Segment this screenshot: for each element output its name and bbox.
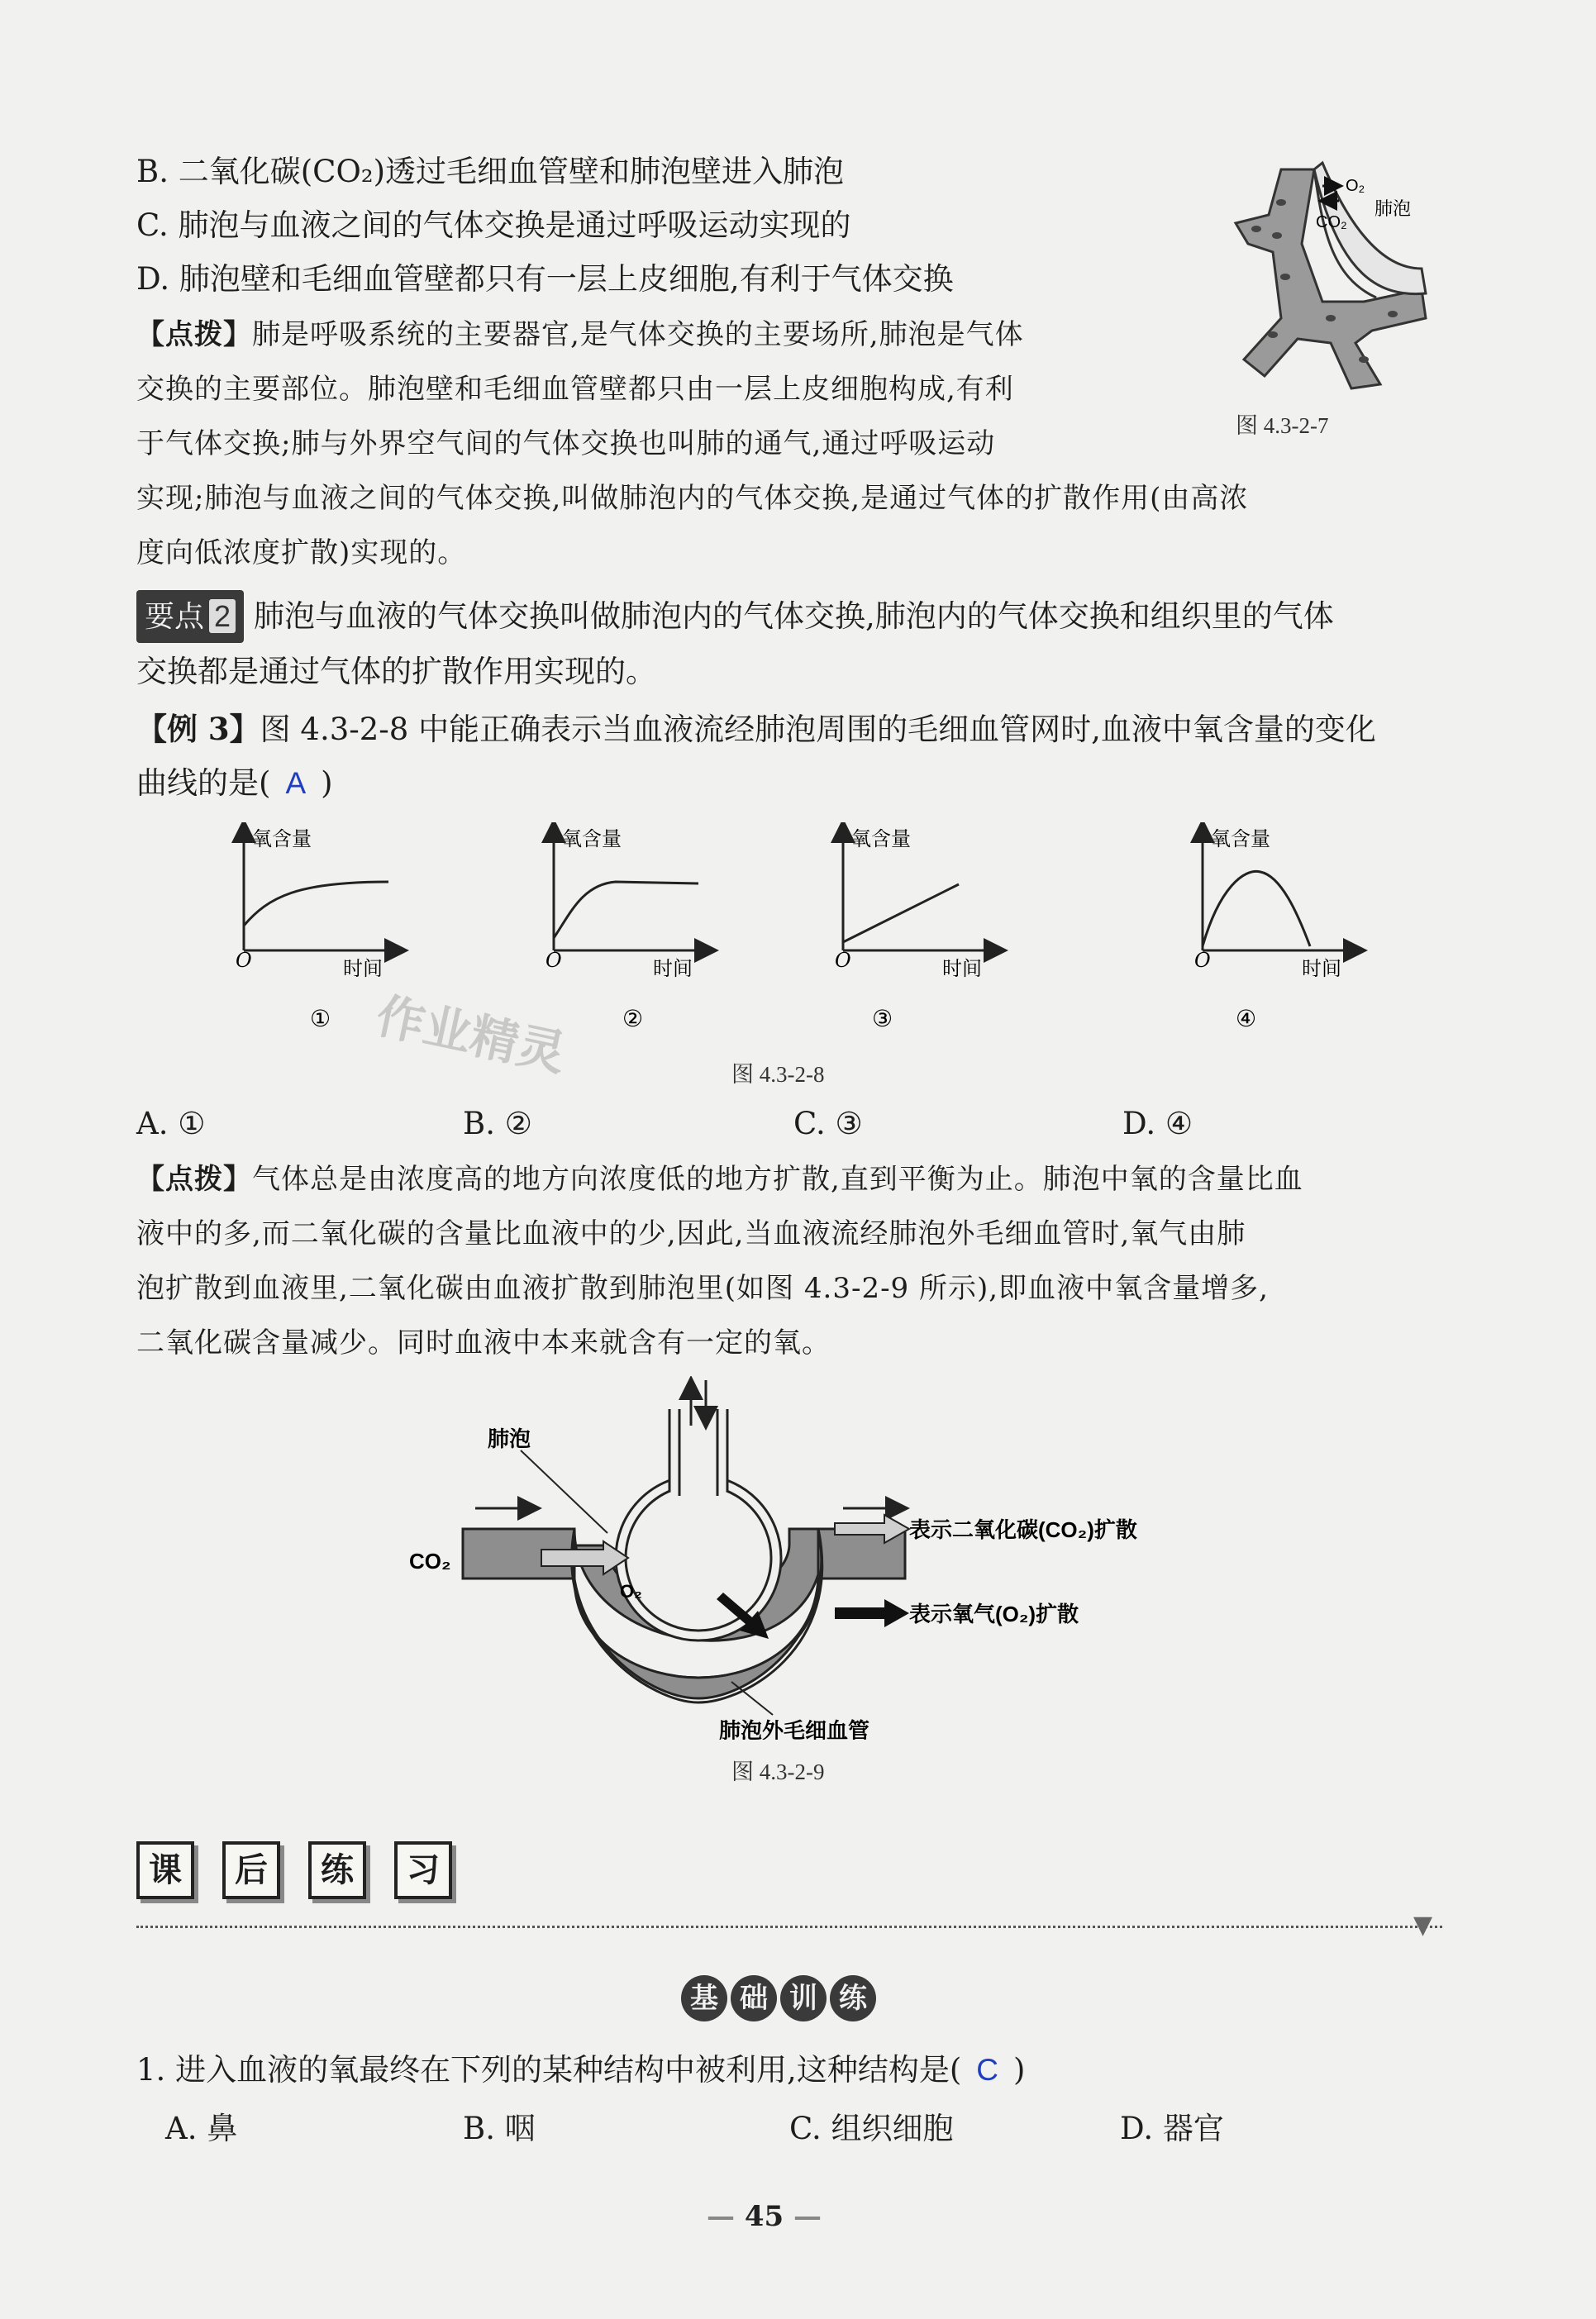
y-axis-label: 氧含量 xyxy=(851,827,911,850)
option-a: A. ① xyxy=(136,1106,206,1141)
graph-4 xyxy=(1194,827,1355,1032)
tip-line: 液中的多,而二氧化碳的含量比血液中的少,因此,当血液流经肺泡外毛细血管时,氧气由肺 xyxy=(136,1217,1246,1250)
o2-label: O₂ xyxy=(620,1581,642,1602)
badge-text: 要点 xyxy=(145,599,205,633)
divider xyxy=(136,1926,1442,1928)
example-label: 【例 3】 xyxy=(136,711,260,747)
key-point-2 xyxy=(136,590,1334,643)
key-point-text: 交换都是通过气体的扩散作用实现的。 xyxy=(136,654,656,689)
tip-label: 【点拨】 xyxy=(136,318,252,351)
tip-text: 肺是呼吸系统的主要器官,是气体交换的主要场所,肺泡是气体 xyxy=(252,318,1024,351)
q1-option-b: B. 咽 xyxy=(463,2111,536,2146)
graph-number: ④ xyxy=(1236,1005,1257,1032)
key-point-badge xyxy=(136,590,244,643)
subsection-char: 基 xyxy=(681,1975,727,2021)
question-text: 1. 进入血液的氧最终在下列的某种结构中被利用,这种结构是( xyxy=(136,2052,962,2088)
question-text: ) xyxy=(1013,2052,1026,2088)
q1-option-a: A. 鼻 xyxy=(165,2111,238,2146)
page-number: — 45 — xyxy=(707,2200,822,2233)
graph-3 xyxy=(835,827,996,1032)
handwritten-answer: C xyxy=(976,2053,998,2087)
tip-line: 于气体交换;肺与外界空气间的气体交换也叫肺的通气,通过呼吸运动 xyxy=(136,427,996,460)
example-3-stem xyxy=(136,704,1376,755)
graph-number: ③ xyxy=(872,1005,893,1032)
legend-co2-label: 表示二氧化碳(CO₂)扩散 xyxy=(909,1517,1137,1542)
section-char: 习 xyxy=(394,1841,452,1899)
example-text: ) xyxy=(321,765,333,801)
figure-caption: 图 4.3-2-9 xyxy=(731,1759,825,1784)
origin-label: O xyxy=(236,949,252,972)
gas-exchange-svg xyxy=(397,1376,1190,1740)
x-axis-label: 时间 xyxy=(942,957,982,980)
q1-option-d: D. 器官 xyxy=(1120,2111,1224,2146)
x-axis-label: 时间 xyxy=(1302,957,1341,980)
curve-4 xyxy=(1203,871,1310,946)
subsection-char: 础 xyxy=(731,1975,777,2021)
tip-label: 【点拨】 xyxy=(136,1163,252,1196)
tip-line: 交换的主要部位。肺泡壁和毛细血管壁都只由一层上皮细胞构成,有利 xyxy=(136,373,1014,406)
curve-2 xyxy=(554,882,698,938)
capillary-label: 肺泡外毛细血管 xyxy=(719,1718,870,1740)
origin-label: O xyxy=(1194,949,1211,972)
legend-o2-label: 表示氧气(O₂)扩散 xyxy=(909,1602,1079,1626)
graph-2 xyxy=(545,827,707,1032)
subsection-char: 练 xyxy=(830,1975,876,2021)
option-d: D. 肺泡壁和毛细血管壁都只有一层上皮细胞,有利于气体交换 xyxy=(136,261,954,297)
tip-line: 实现;肺泡与血液之间的气体交换,叫做肺泡内的气体交换,是通过气体的扩散作用(由高浓 xyxy=(136,482,1249,515)
option-b: B. 二氧化碳(CO₂)透过毛细血管壁和肺泡壁进入肺泡 xyxy=(136,154,845,189)
example-text: 图 4.3-2-8 中能正确表示当血液流经肺泡周围的毛细血管网时,血液中氧含量的变化 xyxy=(260,712,1376,747)
tip-line: 泡扩散到血液里,二氧化碳由血液扩散到肺泡里(如图 4.3-2-9 所示),即血液中氧含量增多, xyxy=(136,1272,1269,1305)
graph-1 xyxy=(236,827,397,1032)
alveolus-label: 肺泡 xyxy=(1374,198,1412,219)
page-number-value: 45 xyxy=(744,2200,784,2233)
question-1-stem xyxy=(136,2045,1025,2095)
tip-paragraph-1 xyxy=(136,307,1024,362)
gas-exchange-diagram xyxy=(397,1376,1190,1740)
origin-label: O xyxy=(835,949,851,972)
option-c: C. 肺泡与血液之间的气体交换是通过呼吸运动实现的 xyxy=(136,207,851,243)
curve-3 xyxy=(843,884,959,942)
origin-label: O xyxy=(545,949,562,972)
x-axis-label: 时间 xyxy=(653,957,693,980)
legend-o2-icon xyxy=(835,1599,909,1627)
section-header-after-class xyxy=(136,1841,480,1899)
curve-1 xyxy=(244,882,388,926)
section-char: 课 xyxy=(136,1841,194,1899)
q1-option-c: C. 组织细胞 xyxy=(789,2111,954,2146)
figure-caption: 图 4.3-2-7 xyxy=(1236,413,1329,438)
key-point-text: 肺泡与血液的气体交换叫做肺泡内的气体交换,肺泡内的气体交换和组织里的气体 xyxy=(254,598,1334,634)
watermark: 作业精灵 xyxy=(371,987,571,1083)
triangle-marker-icon: ▼ xyxy=(1413,1911,1433,1940)
figure-caption: 图 4.3-2-8 xyxy=(731,1062,825,1087)
graph-number: ② xyxy=(622,1005,644,1032)
y-axis-label: 氧含量 xyxy=(562,827,622,850)
option-c: C. ③ xyxy=(793,1106,863,1141)
alveolus-capillary-illustration xyxy=(1198,153,1446,393)
graph-number: ① xyxy=(310,1005,331,1032)
subsection-basic-training xyxy=(679,1975,878,2021)
section-char: 练 xyxy=(308,1841,366,1899)
option-d: D. ④ xyxy=(1122,1106,1193,1141)
x-axis-label: 时间 xyxy=(343,957,383,980)
tip-text: 气体总是由浓度高的地方向浓度低的地方扩散,直到平衡为止。肺泡中氧的含量比血 xyxy=(252,1163,1303,1196)
tip-paragraph-2 xyxy=(136,1152,1303,1207)
handwritten-answer: A xyxy=(285,766,307,800)
alveolus-label: 肺泡 xyxy=(488,1426,531,1451)
y-axis-label: 氧含量 xyxy=(252,827,312,850)
section-char: 后 xyxy=(222,1841,280,1899)
option-b: B. ② xyxy=(463,1106,532,1141)
o2-label: O₂ xyxy=(1346,177,1365,195)
subsection-char: 训 xyxy=(780,1975,827,2021)
badge-number: 2 xyxy=(209,599,236,633)
alveolus-capillary-figure xyxy=(1198,153,1446,393)
co2-label: CO₂ xyxy=(1316,213,1347,231)
y-axis-label: 氧含量 xyxy=(1211,827,1270,850)
co2-label: CO₂ xyxy=(409,1549,451,1574)
tip-line: 二氧化碳含量减少。同时血液中本来就含有一定的氧。 xyxy=(136,1326,831,1359)
tip-line: 度向低浓度扩散)实现的。 xyxy=(136,536,467,569)
example-text: 曲线的是( xyxy=(136,765,271,801)
example-3-stem-line-2 xyxy=(136,759,333,808)
